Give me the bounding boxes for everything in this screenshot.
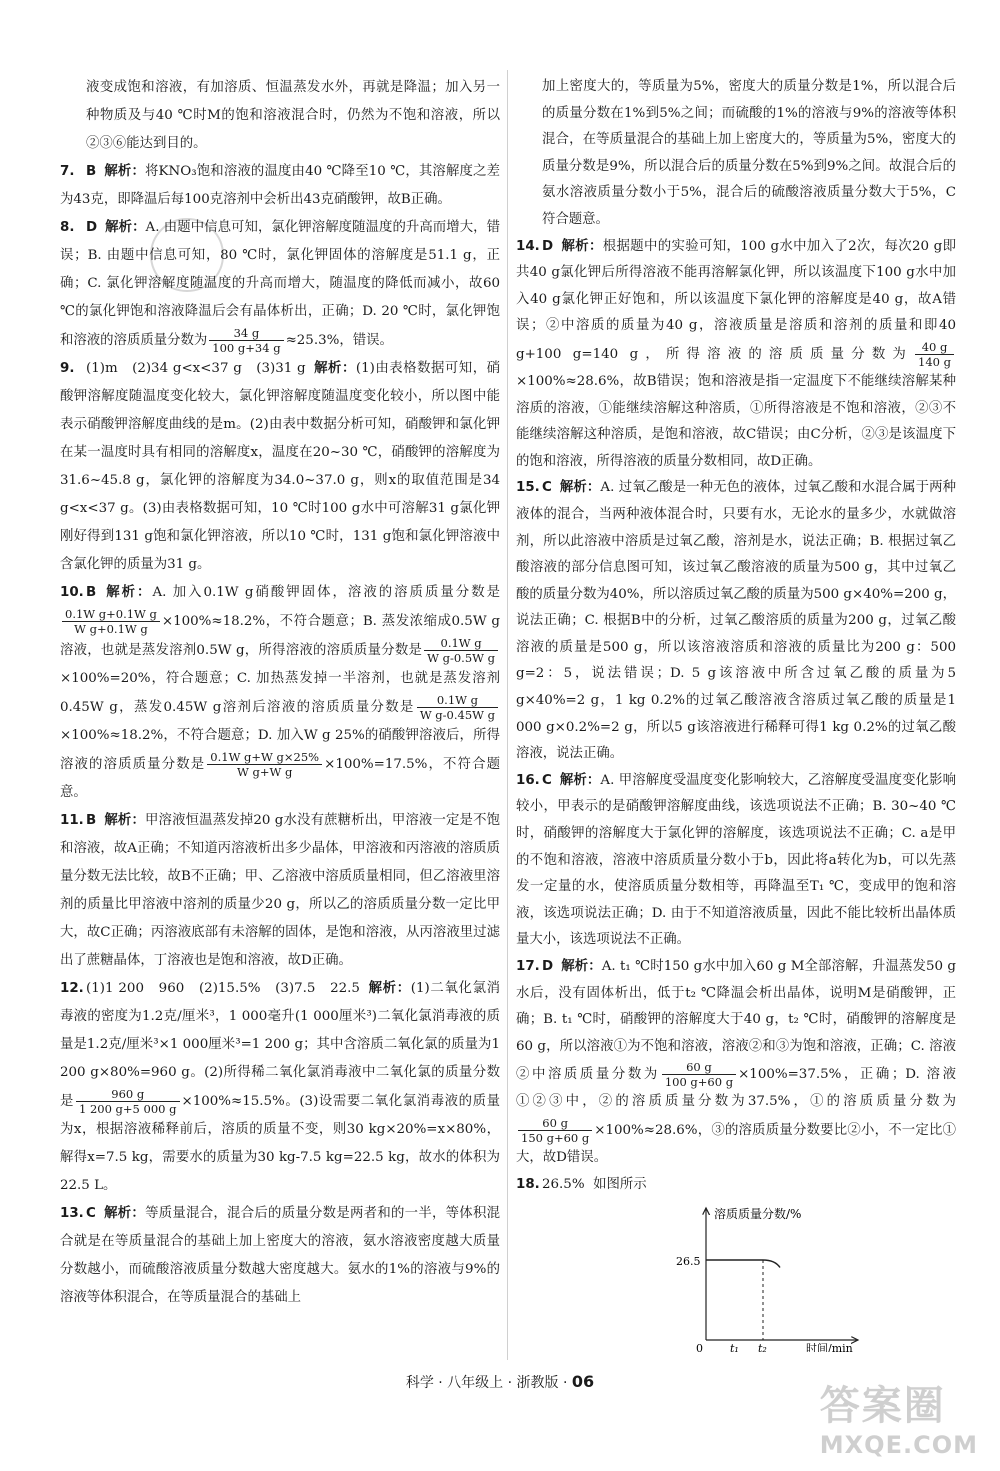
fraction-numerator: 0.1W g+W g×25% [207,750,322,765]
analysis-text: ×100%≈28.6%，③的溶质质量分数要比②小，不一定比①大，故D错误。 [516,1122,956,1165]
answer: (1)m (2)34 g<x<37 g (3)31 g [86,361,306,376]
question-11 [60,807,500,975]
analysis-text: 根据题中的实验可知，100 g水中加入了2次，每次20 g即共40 g氯化钾后所得溶液不能再溶解氯化钾，所以该温度下100 g水中加入40 g氯化钾正好饱和，所以该温度下氯化钾的溶解度是40 g，故A错误；②中溶质的质量为40 g，溶液质量是溶质和溶剂的质量和即40 g+100 g=140 g，所得溶液的溶质质量分数为 [516,238,957,362]
question-18 [516,1172,956,1199]
fraction-numerator: 0.1W g [417,693,498,708]
x-tick-label-t1: t₁ [730,1342,739,1353]
fraction-denominator: W g-0.5W g [427,651,495,665]
analysis-text: ×100%≈18.2%，不符合题意；D. 加入W g 25%的硝酸钾溶液后，所得溶液的溶质质量分数是 [60,728,500,772]
question-16 [516,768,956,954]
column-divider [507,70,508,1360]
answer: C [542,480,552,496]
fraction-numerator: 60 g [518,1116,592,1131]
answer: C [542,772,552,788]
fraction [417,693,498,722]
question-13 [60,1200,500,1312]
question-9 [60,355,500,579]
analysis-text: ×100%≈28.6%，故B错误；饱和溶液是指一定温度下不能继续溶解某种溶质的溶液，①能继续溶解这种溶质，①所得溶液是不饱和溶液，②③不能继续溶解这种溶质，是饱和溶液，故C错误；由C分析，②③是该温度下的饱和溶液，所得溶液的质量分数相同，故D正确。 [516,373,956,469]
question-number: 8. [60,220,75,235]
analysis-text: (1)二氧化氯消毒液的密度为1.2克/厘米³，1 000毫升(1 000厘米³)二氧化氯消毒液的质量是1.2克/厘米³×1 000厘米³=1 200 g；其中含溶质二氧化氯的质量为1 200 g×80%=960 g。(2)所得稀二氧化氯消毒液中二氧化氯的质量分数是 [60,981,501,1109]
footer-subject: 科学 · 八年级上 · 浙教版 · [405,1375,572,1391]
continuation-paragraph: 液变成饱和溶液，有加溶质、恒温蒸发水外，再就是降温；加入另一种物质及与40 ℃时M的饱和溶液混合时，仍然为不饱和溶液，所以②③⑥能达到目的。 [86,80,500,151]
y-tick-label: 26.5 [676,1255,701,1269]
question-number: 7. [60,164,75,179]
question-number: 11. [60,813,84,828]
analysis-text: (1)由表格数据可知，硝酸钾溶解度随温度变化较大，氯化钾溶解度随温度变化较小，所以图中能表示硝酸钾溶解度曲线的是m。(2)由表中数据分析可知，硝酸钾和氯化钾在某一温度时具有相同的溶解度x，温度在20~30 ℃，硝酸钾的溶解度为31.6~45.8 g，氯化钾的溶解度为34.0~37.0 g，则x的取值范围是34 g<x<37 g。(3)由表格数据可知，10 ℃时100 g水中可溶解31 g氯化钾刚好得到131 g饱和氯化钾溶液，所以10 ℃时，131 g饱和氯化钾溶液中含氯化钾的质量为31 g。 [60,361,501,572]
answer: C [86,1206,96,1221]
analysis-text: A. 加入0.1W g硝酸钾固体，溶液的溶质质量分数是 [152,585,501,600]
fraction [662,1060,736,1089]
series-line [706,1260,780,1268]
analysis-text: ×100%=20%，符合题意；C. 加热蒸发掉一半溶剂，也就是蒸发溶剂0.45W g，蒸发0.45W g溶剂后溶液的溶质质量分数是 [60,671,500,715]
fraction [209,326,283,355]
analysis-text: A. t₁ ℃时150 g水中加入60 g M全部溶解，升温蒸发50 g水后，没有固体析出，低于t₂ ℃降温会析出晶体，说明M是硝酸钾，正确；B. t₁ ℃时，硝酸钾的溶解度大于40 g，t₂ ℃时，硝酸钾的溶解度是60 g，所以溶液①为不饱和溶液，溶液②和③为饱和溶液，正确；C. 溶液②中溶质质量分数为 [516,959,957,1083]
question-number: 9. [60,361,75,376]
y-axis-label: 溶质质量分数/% [714,1207,802,1222]
question-7 [60,158,500,214]
right-column [516,74,956,1352]
x-tick-label-t2: t₂ [758,1342,767,1353]
answer: (1)1 200 960 (2)15.5% (3)7.5 22.5 [86,981,360,996]
answer: B [86,164,97,179]
question-number: 12. [60,981,84,996]
analysis-label: 解析： [104,164,145,179]
analysis-label: 解析： [559,480,601,496]
fraction-denominator: 100 g+60 g [664,1075,734,1090]
analysis-text: ×100%≈18.2%，不符合题意；B. 蒸发浓缩成0.5W g溶液，也就是蒸发溶剂0.5W g，所得溶液的溶质质量分数是 [60,614,500,658]
analysis-text: ×100%=37.5%，正确；D. 溶液①②③中，②的溶质质量分数为37.5%，①的溶质质量分数为 [516,1067,956,1110]
question-number: 10. [60,585,84,600]
page-number: 06 [571,1372,595,1391]
analysis-text: ≈25.3%，错误。 [285,333,393,348]
fraction-numerator: 0.1W g+0.1W g [62,607,160,622]
analysis-text: 甲溶液恒温蒸发掉20 g水没有蔗糖析出，甲溶液一定是不饱和溶液，故A正确；不知道丙溶液析出多少晶体，甲溶液和丙溶液的溶质质量分数无法比较，故B不正确；甲、乙溶液中溶质质量相同，但乙溶液里溶剂的质量比甲溶液中溶剂的质量少20 g，所以乙的溶质质量分数一定比甲大，故C正确；丙溶液底部有未溶解的固体，是饱和溶液，从丙溶液里过滤出了蔗糖晶体，丁溶液也是饱和溶液，故D正确。 [60,813,500,968]
question-12 [60,975,500,1200]
fraction-denominator: 140 g [918,354,951,369]
analysis-text: A. 过氧乙酸是一种无色的液体，过氧乙酸和水混合属于两种液体的混合，当两种液体混合时，只要有水，无论水的量多少，水就做溶剂，所以此溶液中溶质是过氧乙酸，溶剂是水，说法正确；B. 根据过氧乙酸溶液的部分信息图可知，该过氧乙酸溶液的质量为500 g，其中过氧乙酸的质量分数为40%，所以溶质过氧乙酸的质量为500 g×40%=200 g，说法正确；C. 根据B中的分析，过氧乙酸溶质的质量为200 g，过氧乙酸溶液的质量是500 g，所以该溶液溶质和溶液的质量比为200 g：500 g=2：5，说法错误；D. 5 g该溶液中所含过氧乙酸的质量为5 g×40%=2 g，1 kg 0.2%的过氧乙酸溶液含溶质过氧乙酸的质量是1 000 g×0.2%=2 g，所以5 g该溶液进行稀释可得1 kg 0.2%的过氧乙酸溶液，说法正确。 [516,480,956,762]
mass-fraction-chart [676,1202,866,1352]
fraction [518,1116,592,1145]
question-number: 13. [60,1206,84,1221]
analysis-text: ×100%≈15.5%。(3)设需要二氧化氯消毒液的质量为x，根据溶液稀释前后，溶质的质量不变，则30 kg×20%=x×80%，解得x=7.5 kg，需要水的质量为30 kg-7.5 kg=22.5 kg，故水的体积为22.5 L。 [60,1094,501,1193]
question-number: 17. [516,959,540,974]
answer: 26.5% [542,1176,585,1192]
fraction-denominator: W g+0.1W g [74,622,148,636]
analysis-text: A. 甲溶解度受温度变化影响较大，乙溶解度受温度变化影响较小，甲表示的是硝酸钾溶解度曲线，该选项说法不正确；B. 30~40 ℃时，硝酸钾的溶解度大于氯化钾的溶解度，该选项说法不正确；C. a是甲的不饱和溶液，溶液中溶质质量分数小于b，因此将a转化为b，可以先蒸发一定量的水，使溶质质量分数相等，再降温至T₁ ℃，变成甲的饱和溶液，该选项说法正确；D. 由于不知道溶液质量，因此不能比较析出晶体质量大小，该选项说法不正确。 [516,772,956,948]
answer: D [86,220,98,235]
question-14 [516,234,956,476]
fraction-denominator: W g+W g [237,765,293,779]
site-watermark [820,1374,978,1459]
fraction [76,1087,180,1116]
analysis-label: 解析： [104,813,145,828]
analysis-label: 解析： [105,220,146,235]
question-number: 14. [516,238,540,254]
fraction-denominator: 100 g+34 g [212,341,281,355]
fraction [424,636,498,665]
fraction-denominator: 1 200 g+5 000 g [78,1102,177,1116]
fraction-numerator: 40 g [915,340,954,355]
answer: D [542,238,554,254]
question-17 [516,954,956,1172]
answer: B [86,813,97,828]
analysis-text: 等质量混合，混合后的质量分数是两者和的一半，等体积混合就是在等质量混合的基础上加上密度大的溶液，氨水溶液密度越大质量分数越小，而硫酸溶液质量分数越大密度越大。氨水的1%的溶液与9%的溶液等体积混合，在等质量混合的基础上 [60,1206,501,1305]
analysis-label: 解析： [313,361,356,376]
question-15 [516,475,956,768]
left-column [60,74,500,1312]
fraction [915,340,954,369]
analysis-text: 如图所示 [593,1176,647,1192]
analysis-label: 解析： [104,585,153,600]
question-number: 15. [516,480,540,496]
fraction-numerator: 0.1W g [424,636,498,651]
analysis-label: 解析： [561,959,602,974]
analysis-label: 解析： [561,238,603,254]
fraction [207,750,322,779]
question-10 [60,579,500,807]
watermark-logo-text: 答案圈 [819,1383,946,1429]
fraction-numerator: 960 g [76,1087,180,1102]
origin-label: 0 [696,1342,703,1353]
continuation-paragraph: 加上密度大的，等质量为5%，密度大的质量分数是1%，所以混合后的质量分数在1%到5%之间；而硫酸的1%的溶液与9%的溶液等体积混合，在等质量混合的基础上加上密度大的，等质量为5%，密度大的质量分数是9%，所以混合后的质量分数在5%到9%之间。故混合后的氨水溶液质量分数小于5%，混合后的硫酸溶液质量分数大于5%，C符合题意。 [542,79,956,227]
analysis-label: 解析： [559,772,601,788]
fraction-numerator: 34 g [209,326,283,341]
fraction [62,607,160,636]
analysis-label: 解析： [103,1206,146,1221]
fraction-denominator: 150 g+60 g [521,1130,590,1145]
x-axis-label: 时间/min [806,1342,853,1353]
analysis-text: 将KNO₃饱和溶液的温度由40 ℃降至10 ℃，其溶解度之差为43克，即降温后每100克溶剂中会析出43克硝酸钾，故B正确。 [60,164,500,207]
answer: B [86,585,97,600]
fraction-numerator: 60 g [662,1060,736,1075]
fraction-denominator: W g-0.45W g [419,708,495,722]
analysis-text: A. 由题中信息可知，氯化钾溶解度随温度的升高而增大，错误；B. 由题中信息可知，80 ℃时，氯化钾固体的溶解度是51.1 g，正确；C. 氯化钾溶解度随温度的升高而增大，随温度的降低而减小，故60 ℃的氯化钾饱和溶液降温后会有晶体析出，正确；D. 20 ℃时，氯化钾饱和溶液的溶质质量分数为 [60,220,501,348]
chart-svg [676,1202,866,1352]
question-8 [60,214,500,355]
analysis-label: 解析： [367,981,411,996]
question-number: 18. [516,1176,540,1192]
analysis-text: ×100%=17.5%，不符合题意。 [60,757,501,800]
answer: D [542,959,554,974]
question-number: 16. [516,772,540,788]
watermark-url: MXQE.COM [819,1431,978,1459]
